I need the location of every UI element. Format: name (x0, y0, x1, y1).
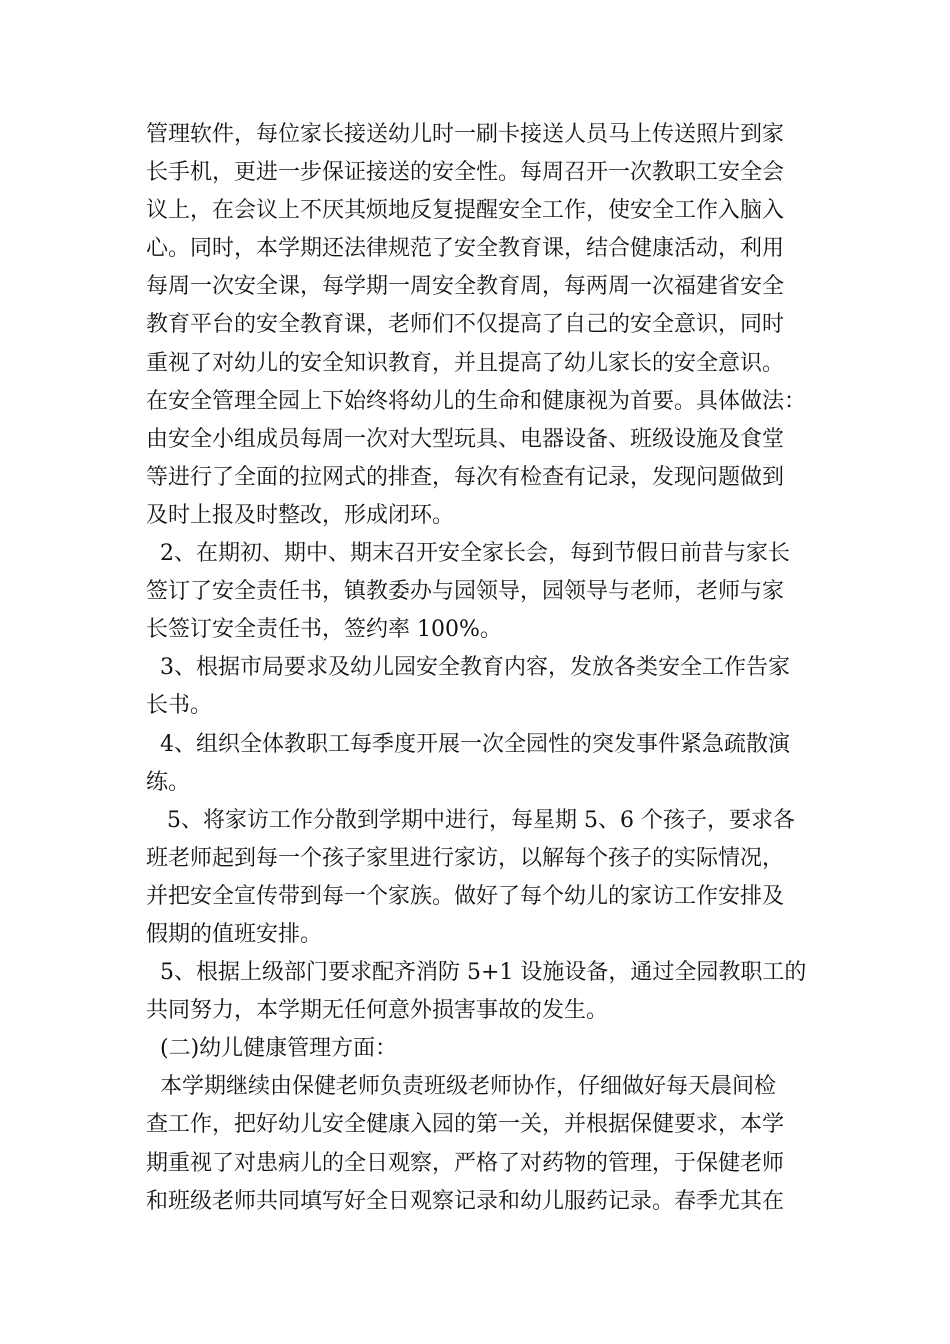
text-line: 3、根据市局要求及幼儿园安全教育内容，发放各类安全工作告家 (146, 655, 790, 681)
text-line: 长签订安全责任书，签约率 100%。 (146, 617, 502, 643)
text-line: 本学期继续由保健老师负责班级老师协作，仔细做好每天晨间检 (146, 1074, 776, 1100)
text-line: 在安全管理全园上下始终将幼儿的生命和健康视为首要。具体做法： (146, 388, 807, 414)
text-line: 及时上报及时整改，形成闭环。 (146, 502, 455, 528)
text-line: 5、将家访工作分散到学期中进行，每星期 5、6 个孩子，要求各 (146, 807, 795, 833)
text-line: 2、在期初、期中、期末召开安全家长会，每到节假日前昔与家长 (146, 541, 790, 567)
document-body (146, 116, 826, 1221)
text-line: 管理软件，每位家长接送幼儿时一刷卡接送人员马上传送照片到家 (146, 122, 785, 147)
text-line: 重视了对幼儿的安全知识教育，并且提高了幼儿家长的安全意识。 (146, 350, 785, 376)
text-line: 每周一次安全课，每学期一周安全教育周，每两周一次福建省安全 (146, 274, 785, 300)
text-line: 由安全小组成员每周一次对大型玩具、电器设备、班级设施及食堂 (146, 426, 785, 452)
text-line: 并把安全宣传带到每一个家族。做好了每个幼儿的家访工作安排及 (146, 883, 785, 909)
text-line: 4、组织全体教职工每季度开展一次全园性的突发事件紧急疏散演 (146, 731, 790, 757)
text-line: 班老师起到每一个孩子家里进行家访，以解每个孩子的实际情况， (146, 845, 785, 871)
text-line: 议上，在会议上不厌其烦地反复提醒安全工作，使安全工作入脑入 (146, 198, 785, 224)
text-line: 长手机，更进一步保证接送的安全性。每周召开一次教职工安全会 (146, 160, 785, 186)
text-line: 心。同时，本学期还法律规范了安全教育课，结合健康活动，利用 (146, 236, 785, 262)
text-line: 签订了安全责任书，镇教委办与园领导，园领导与老师，老师与家 (146, 579, 785, 605)
text-line: 练。 (146, 769, 191, 795)
text-line: 和班级老师共同填写好全日观察记录和幼儿服药记录。春季尤其在 (146, 1188, 785, 1214)
text-line: 等进行了全面的拉网式的排查，每次有检查有记录，发现问题做到 (146, 464, 785, 490)
text-line: 5、根据上级部门要求配齐消防 5+1 设施设备，通过全园教职工的 (146, 960, 807, 986)
text-line: 共同努力，本学期无任何意外损害事故的发生。 (146, 998, 609, 1024)
text-line: 长书。 (146, 693, 213, 719)
text-line: (二)幼儿健康管理方面： (146, 1036, 398, 1062)
text-line: 查工作，把好幼儿安全健康入园的第一关，并根据保健要求，本学 (146, 1112, 785, 1138)
text-line: 假期的值班安排。 (146, 921, 323, 947)
text-line: 教育平台的安全教育课，老师们不仅提高了自己的安全意识，同时 (146, 312, 785, 338)
text-line: 期重视了对患病儿的全日观察，严格了对药物的管理，于保健老师 (146, 1150, 785, 1176)
